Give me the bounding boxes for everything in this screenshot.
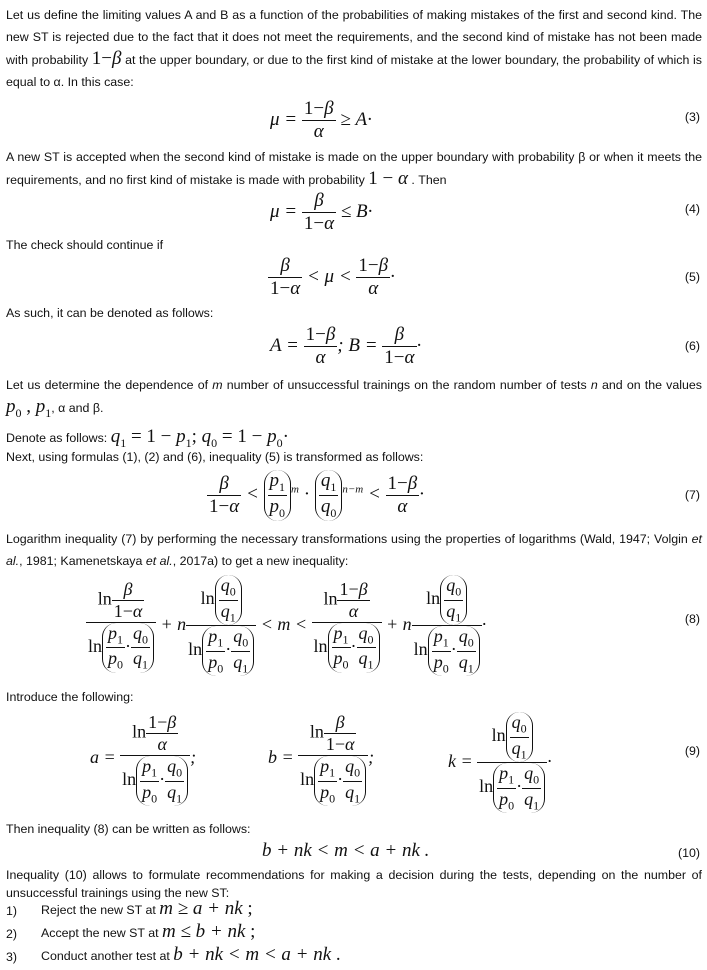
math-one-minus-alpha: 1 − α [368, 168, 408, 189]
eq-number-4: (4) [684, 202, 700, 216]
equation-6: A = $\frac{1-\beta}{\alpha}$ ; B = $\frac{\beta}{1-\alpha}$ · [270, 324, 422, 368]
paragraph-dependence [6, 374, 702, 424]
list-number-1: 1) [6, 904, 18, 918]
equation-9-k: k = ln $\frac{q_0}{q_1}$ ln $\frac{p_1}{p_0}$ · $\frac{q_0}{q_1}$ · [448, 712, 552, 813]
text-p5m: m [212, 378, 223, 392]
list-text-2: Accept the new ST at [41, 926, 159, 940]
text-then-inequality: Then inequality (8) can be written as follows: [6, 822, 251, 836]
equation-4: μ = $\frac{\beta}{1-\alpha}$ ≤ B· [270, 190, 373, 234]
text-next: Next, using formulas (1), (2) and (6), inequality (5) is transformed as follows: [6, 450, 424, 464]
text-p5n: n [590, 378, 598, 392]
text-p2b: . Then [411, 173, 447, 187]
text-p5b: number of unsuccessful trainings on the random number of tests [226, 378, 587, 392]
text-p8d: et al. [145, 554, 173, 568]
eq-number-9: (9) [684, 744, 700, 758]
list-item-reject [41, 898, 253, 920]
equation-9-b: b = ln $\frac{\beta}{1-\alpha}$ ln $\frac{p_1}{p_0}$ · $\frac{q_0}{q_1}$ ; [268, 712, 375, 806]
eq-number-6: (6) [684, 339, 700, 353]
text-p1b: at the upper boundary, or due to the first kind of mistake at the lower boundary, the probability of which is equal to α. In this case: [6, 53, 702, 89]
list-text-1: Reject the new ST at [41, 903, 156, 917]
paragraph-recommendations: Inequality (10) allows to formulate recommendations for making a decision during the tests, depending on the number of unsuccessful trainings using the new ST: [6, 868, 702, 900]
list-number-3: 3) [6, 950, 18, 964]
denote-line [6, 426, 289, 451]
list-number-2: 2) [6, 927, 18, 941]
text-introduce: Introduce the following: [6, 690, 134, 704]
text-p8b: et al. [6, 532, 702, 568]
equation-5: $\frac{\beta}{1-\alpha}$ < μ < $\frac{1-\beta}{\alpha}$ · [270, 255, 395, 299]
eq-number-8: (8) [684, 612, 700, 626]
equation-3: μ = $\frac{1-\beta}{\alpha}$ ≥ A· [270, 98, 372, 142]
text-p5d: , α and β. [51, 401, 104, 415]
text-check-continue: The check should continue if [6, 238, 164, 252]
equation-10: b + nk < m < a + nk . [262, 840, 430, 861]
paragraph-accept [6, 146, 702, 191]
math-one-minus-beta: 1−β [91, 48, 122, 69]
eq-number-3: (3) [684, 110, 700, 124]
text-denoted: As such, it can be denoted as follows: [6, 306, 214, 320]
math-q-defs: $q_1 = 1 - p_1$; $q_0 = 1 - p_0\cdot$ [110, 426, 289, 450]
paragraph-logarithm [6, 528, 702, 572]
equation-8: ln $\frac{\beta}{1-\alpha}$ ln $\frac{p_1}{p_0}$ · $\frac{q_0}{q_1}$ + n ln $\frac{q_0}{q_1}$ ln $\frac{p_1}{p_0}$ · $\frac{q_0}{q_1}$ < m < ln $\frac{1-\beta}{\alpha}$ ln $\frac{p_1}{p_0}$ · $\frac{q_0}{q_1}$ + n ln $\frac{q_0}{q_1}$ ln $\frac{p_1}{p_0}$ · $\frac{q_0}{q_1}$ · [88, 575, 487, 676]
eq-number-7: (7) [684, 488, 700, 502]
text-p1: Let us define the limiting values A and B as a function of the probabilities of making mistakes of the first and second kind. The new ST is rejected due to the fact that it does not meet the requirements, and the second kind of mistake has not been made with probability [6, 8, 702, 67]
math-reject-cond: m ≥ a + nk ; [159, 898, 253, 919]
equation-9-a: a = ln $\frac{1-\beta}{\alpha}$ ln $\frac{p_1}{p_0}$ · $\frac{q_0}{q_1}$ ; [90, 712, 197, 806]
list-text-3: Conduct another test at [41, 949, 170, 963]
list-item-accept [41, 921, 255, 943]
eq-number-10: (10) [677, 846, 700, 860]
math-p0-p1: $p_0$ , $p_1$ [6, 396, 52, 420]
equation-7: $\frac{\beta}{1-\alpha}$ < $\frac{p_1}{p_0}$ $^m$ · $\frac{q_1}{q_0}$ $^{n-m}$ < $\frac{1-\beta}{\alpha}$ · [209, 470, 424, 520]
text-p5a: Let us determine the dependence of [6, 378, 209, 392]
paragraph-intro [6, 4, 702, 93]
text-p8: Logarithm inequality (7) by performing the necessary transformations using the properties of logarithms (Wald, 1947; Volgin [6, 532, 688, 546]
math-accept-cond: m ≤ b + nk ; [162, 921, 256, 942]
text-p2: A new ST is accepted when the second kind of mistake is made on the upper boundary with probability β or when it meets the requirements, and no first kind of mistake is made with probability [6, 150, 702, 187]
math-continue-cond: b + nk < m < a + nk . [173, 944, 341, 965]
eq-number-5: (5) [684, 270, 700, 284]
text-p5c: and on the values [601, 378, 702, 392]
text-p8e: , 2017a) to get a new inequality: [172, 554, 349, 568]
text-p8c: , 1981; Kamenetskaya [19, 554, 143, 568]
text-p6: Denote as follows: [6, 431, 108, 445]
list-item-continue [41, 944, 341, 966]
